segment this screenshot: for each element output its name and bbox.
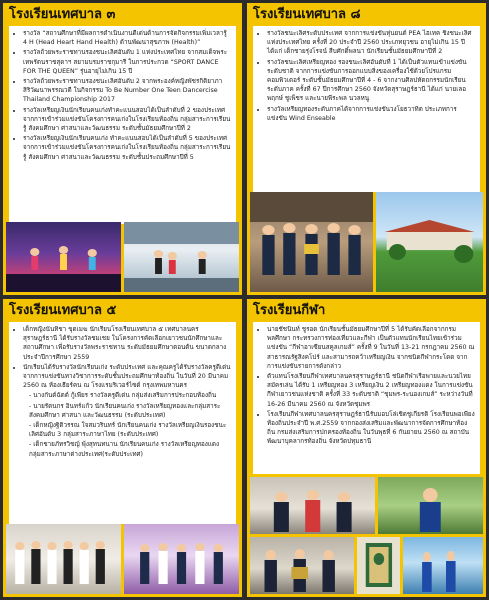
list-item: • ตัวแทนโรงเรียนกีฬาเทศบาลนครสุราษฎร์ธานี ชนิดกีฬาเรือพายและนวยไทยสมัครเล่น ได้รับ 1 เหรียญทอง 3 เหรียญเงิน 2 เหรียญทองแดง ในการแข่งขันกีฬาเยาวชนแห่งชาติ ครั้งที่ 33 ระดับชาติ “ชุมพร-ระนองเกมส์” ระหว่างวันที่ 16-26 มีนาคม 2560 ณ จังหวัดชุมพร [267, 372, 475, 409]
photo-ceremony [124, 524, 239, 594]
list-item: • รางวัลชนะเลิศเหรียญทอง รองชนะเลิศอันดับที่ 1 ได้เป็นตัวแทนเข้าแข่งขันระดับชาติ จากการแข่งขันการออกแบบสิ่งของเครื่องใช้ด้วยโปรแกรมคอมพิวเตอร์ ระดับชั้นมัธยมศึกษาปีที่ 4 - 6 จากงานศิลปหัตถกรรมนักเรียน ระดับภาค ครั้งที่ 67 ปีการศึกษา 2560 จังหวัดสุราษฎร์ธานี ได้แก่ นายเลอพฤกษ์ ชูเพ็ชร และนายพีระพล นวลหนู [267, 58, 475, 104]
photo-strip [250, 192, 483, 292]
achievement-box [9, 322, 236, 524]
list-item: • นักเรียนได้รับรางวัลนักเรียนเก่ง ระดับประเทศ และคุณครูได้รับรางวัลครูดีเด่นจากการแข่งขันทางวิชาการระดับชั้นประถมศึกษาท้องถิ่น ในวันที่ 20 มีนาคม 2560 ณ ห้องเธียร์คน ณ โรงแรมริเวอร์ไซด์ กรุงเทพมหานคร [23, 363, 231, 391]
list-item: • รางวัลเหรียญเงินนักเรียนคนเก่งทำคะแนนสอบได้เป็นลำดับที่ 2 ของประเทศ จากการเข้าร่วมแข่งขันโครงการคนเก่งในโรงเรียนท้องถิ่น กลุ่มสาระการเรียนรู้ สังคมศึกษา ศาสนาและวัฒนธรรม ระดับชั้นมัธยมศึกษาปีที่ 2 [23, 106, 231, 134]
list-subitem: - นางกันต์ฉัตต์ กู้เพียร รางวัลครูดีเด่น กลุ่มส่งเสริมการประกอบท้องถิ่น [29, 392, 217, 400]
achievement-box [9, 26, 236, 224]
photo-dance-stage [6, 222, 121, 292]
photo-robot-team [250, 192, 373, 292]
list-item: • รางวัลชนะเลิศระดับประเทศ จากการแข่งขันหุ่นยนต์ PEA ไฮเทค ชิงชนะเลิศแห่งประเทศไทย ครั้งที่ 20 ประจำปี 2560 ประเภทยุวชน อายุไม่เกิน 15 ปี ได้แก่ เด็กชายรุ่งโรจน์ สืบศักดิ์พลนา นักเรียนชั้นมัธยมศึกษาปีที่ 2 [267, 29, 475, 57]
list-item: • รางวัล “สถานศึกษาที่มีผลการดำเนินงานดีเด่นด้านการจัดกิจกรรมเพิ่มเวลารู้ 4 H (Head Heart Hand Health) ด้านพัฒนาสุขภาพ (Health)” [23, 29, 231, 47]
panel-title: โรงเรียนกีฬา [253, 303, 326, 318]
list-item: • รางวัลถ้วยพระราชทานรองชนะเลิศอันดับ 1 แห่งประเทศไทย จากสมเด็จพระเทพรัตนราชสุดาฯ สยามบรมราชกุมารี ในการประกวด “SPORT DANCE FOR THE QUEEN” รุ่นอายุไม่เกิน 15 ปี [23, 48, 231, 76]
panel-school-3 [3, 3, 242, 295]
list-item: • รางวัลเหรียญทองระดับภาคได้จากการแข่งขันวงโยธวาทิต ประเภทการแข่งขัน Wind Enseable [267, 105, 475, 123]
list-item: • รางวัลถ้วยพระราชทานรองชนะเลิศอันดับ 2 จากพระองค์หญิงพัชรกิติยาภา สิริวัฒนาพรรณวดี ในกิจกรรม To Be Number One Teen Dancercise Thailand Championship 2017 [23, 77, 231, 105]
panel-title: โรงเรียนเทศบาล ๓ [9, 7, 116, 22]
list-item: • โรงเรียนกีฬาเทศบาลนครสุราษฎร์ธานีรับมอบโล่เชิดชูเกียรติ โรงเรียนพอเพียงท้องถิ่นประจำปี พ.ศ.2559 จากกองส่งเสริมและพัฒนาการจัดการศึกษาท้องถิ่น กรมส่งเสริมการปกครองท้องถิ่น ในวันพุธที่ 6 กันยายน 2560 ณ สถาบันพัฒนาบุคลากรท้องถิ่น จังหวัดปทุมธานี [267, 410, 475, 447]
photo-school-grounds [376, 192, 483, 292]
photo-athlete-portrait [378, 477, 483, 534]
panel-title: โรงเรียนเทศบาล ๘ [253, 7, 361, 22]
list-item: • รางวัลเหรียญเงินนักเรียนคนเก่ง ทำคะแนนสอบได้เป็นลำดับที่ 5 ของประเทศ จากการเข้าร่วมแข่งขันโครงการคนเก่งในโรงเรียนท้องถิ่น กลุ่มสาระการเรียนรู้ สังคมศึกษา ศาสนาและวัฒนธรรม ระดับชั้นประถมศึกษาปีที่ 5 [23, 134, 231, 162]
photo-plaque-ceremony [250, 537, 354, 594]
photo-athlete-family [250, 477, 375, 534]
panel-school-5 [3, 299, 242, 597]
photo-strip [6, 524, 239, 594]
list-item: • นายชัชนินท์ ชูรอด นักเรียนชั้นมัธยมศึกษาปีที่ 5 ได้รับคัดเลือกจากกรมพลศึกษา กระทรวงการท่องเที่ยวและกีฬา เป็นตัวแทนนักเรียนไทยเข้าร่วมแข่งขัน “กีฬาอาเซียนสคูลเกมส์” ครั้งที่ 9 ในวันที่ 13-21 กรกฎาคม 2560 ณ สาธารณรัฐสิงคโปร์ และสามารถคว้าเหรียญเงิน จากชนิดกีฬากระโดด จากการแข่งขันรายการดังกล่าว [267, 325, 475, 371]
panel-school-8 [247, 3, 486, 295]
panel-title: โรงเรียนเทศบาล ๕ [9, 303, 117, 318]
photo-students-boats [403, 537, 483, 594]
list-subitem: - เด็กชายภัทรวิชญ์ พุ้งสุทนทนาน นักเรียนคนเก่ง รางวัลเหรียญทองแดง กลุ่มสาระภาษาต่างประเทศ(ระดับประเทศ) [29, 441, 220, 458]
list-item: • เด็กหญิงนันทิชา ขุดเมฆ นักเรียนโรงเรียนเทศบาล ๕ เทศบาลนครสุราษฎร์ธานี ได้รับรางวัลชมเชย ในโครงการคัดเลือกเยาวชนนักศึกษาและสถานศึกษา เพื่อรับรางวัลพระราชทาน ระดับมัธยมศึกษาตอนต้น ขนาดกลาง ประจำปีการศึกษา 2559 [23, 325, 231, 362]
achievement-box [253, 322, 480, 474]
photo-strip [6, 222, 239, 292]
photo-plaque [357, 537, 401, 594]
list-subitem: - เด็กหญิงฐิติวรรณ ใจสมวรินทร์ นักเรียนคนเก่ง รางวัลเหรียญเงินรองชนะเลิศอันดับ 3 กลุ่มสาระภาษาไทย (ระดับประเทศ) [29, 422, 227, 439]
list-subitem: - นายรัตนกร อินทร์แก้ว นักเรียนคนเก่ง รางวัลเหรียญทองและกลุ่มสาระสังคมศึกษา ศาสนา และวัฒนธรรม (ระดับประเทศ) [29, 402, 221, 419]
photo-award-group [6, 524, 121, 594]
photo-sport-dance [124, 222, 239, 292]
panel-sports-school [247, 299, 486, 597]
photo-grid [250, 477, 483, 594]
achievement-box [253, 26, 480, 192]
